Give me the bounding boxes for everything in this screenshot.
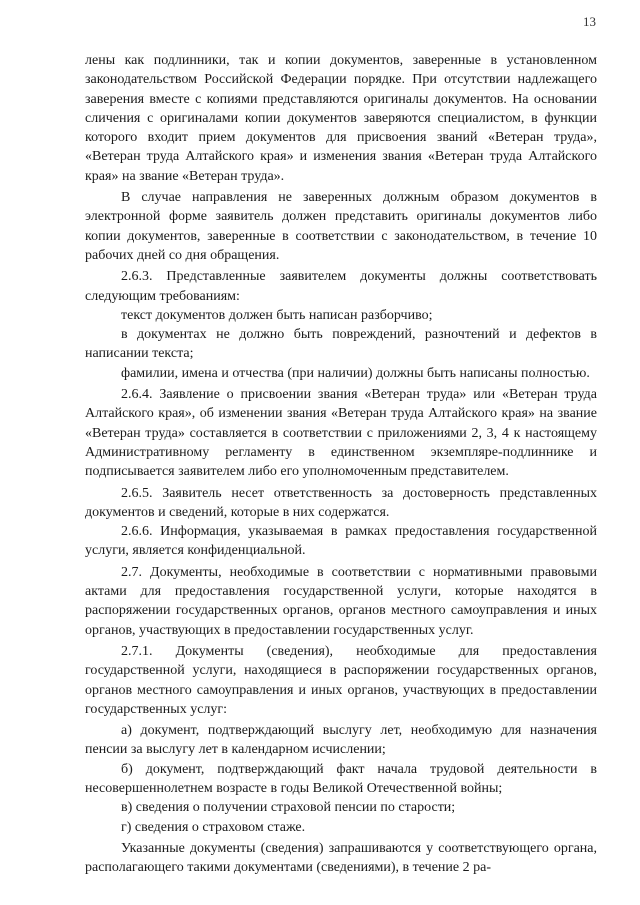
paragraph-2-6-6: 2.6.6. Информация, указываемая в рамках предоставления государственной услуги, является конфиденциальной. [85, 524, 597, 559]
requirement-full-names: фамилии, имена и отчества (при наличии) должны быть написаны полностью. [121, 365, 590, 381]
list-item-b: б) документ, подтверждающий факт начала трудовой деятельности в несовершеннолетнем возрасте в годы Великой Отечественной войны; [85, 761, 597, 796]
page-number: 13 [583, 14, 596, 29]
document-body [85, 51, 597, 877]
paragraph-continuation: лены как подлинники, так и копии документов, заверенные в установленном законодательством Российской Федерации порядке. При отсутствии надлежащего заверения вместе с копиями представляются оригиналы документов. На основании сличения с оригиналами копии документов заверяются специалистом, в функции которого входит прием документов для присвоения званий «Ветеран труда», «Ветеран труда Алтайского края» и изменения звания «Ветеран труда Алтайского края» на звание «Ветеран труда». [85, 53, 597, 184]
paragraph-2-6-5: 2.6.5. Заявитель несет ответственность за достоверность представленных документов и сведений, которые в них содержатся. [85, 485, 597, 520]
list-item-v: в) сведения о получении страховой пенсии по старости; [121, 800, 456, 816]
paragraph-2-7-1: 2.7.1. Документы (сведения), необходимые для предоставления государственной услуги, находящиеся в распоряжении государственных органов, органов местного самоуправления и иных органов, участвующих в предоставлении государственных услуг: [85, 643, 597, 717]
list-item-a: а) документ, подтверждающий выслугу лет, необходимую для назначения пенсии за выслугу лет в календарном исчислении; [85, 723, 597, 758]
requirement-no-damage: в документах не должно быть повреждений, разночтений и дефектов в написании текста; [85, 327, 597, 362]
paragraph-2-6-3: 2.6.3. Представленные заявителем документы должны соответствовать следующим требованиям: [85, 269, 597, 304]
paragraph-2-7: 2.7. Документы, необходимые в соответствии с нормативными правовыми актами для предоставления государственной услуги, которые находятся в распоряжении государственных органов, органов местного самоуправления и иных органов, участвующих в предоставлении государственных услуг. [85, 564, 597, 638]
list-item-g: г) сведения о страховом стаже. [121, 819, 306, 835]
paragraph-2-6-4: 2.6.4. Заявление о присвоении звания «Ветеран труда» или «Ветеран труда Алтайского края», об изменении звания «Ветеран труда Алтайского края» на звание «Ветеран труда» составляется в соответствии с приложениями 2, 3, 4 к настоящему Административному регламенту в единственном экземпляре-подлиннике и подписывается заявителем либо его уполномоченным представителем. [85, 387, 597, 480]
paragraph-request-documents: Указанные документы (сведения) запрашиваются у соответствующего органа, располагающего такими документами (сведениями), в течение 2 ра- [85, 840, 597, 876]
requirement-legible: текст документов должен быть написан разборчиво; [121, 307, 433, 323]
paragraph-electronic-submission: В случае направления не заверенных должным образом документов в электронной форме заявитель должен представить оригиналы документов либо копии документов, заверенные в соответствии с законодательством, в течение 10 рабочих дней со дня обращения. [85, 190, 597, 263]
